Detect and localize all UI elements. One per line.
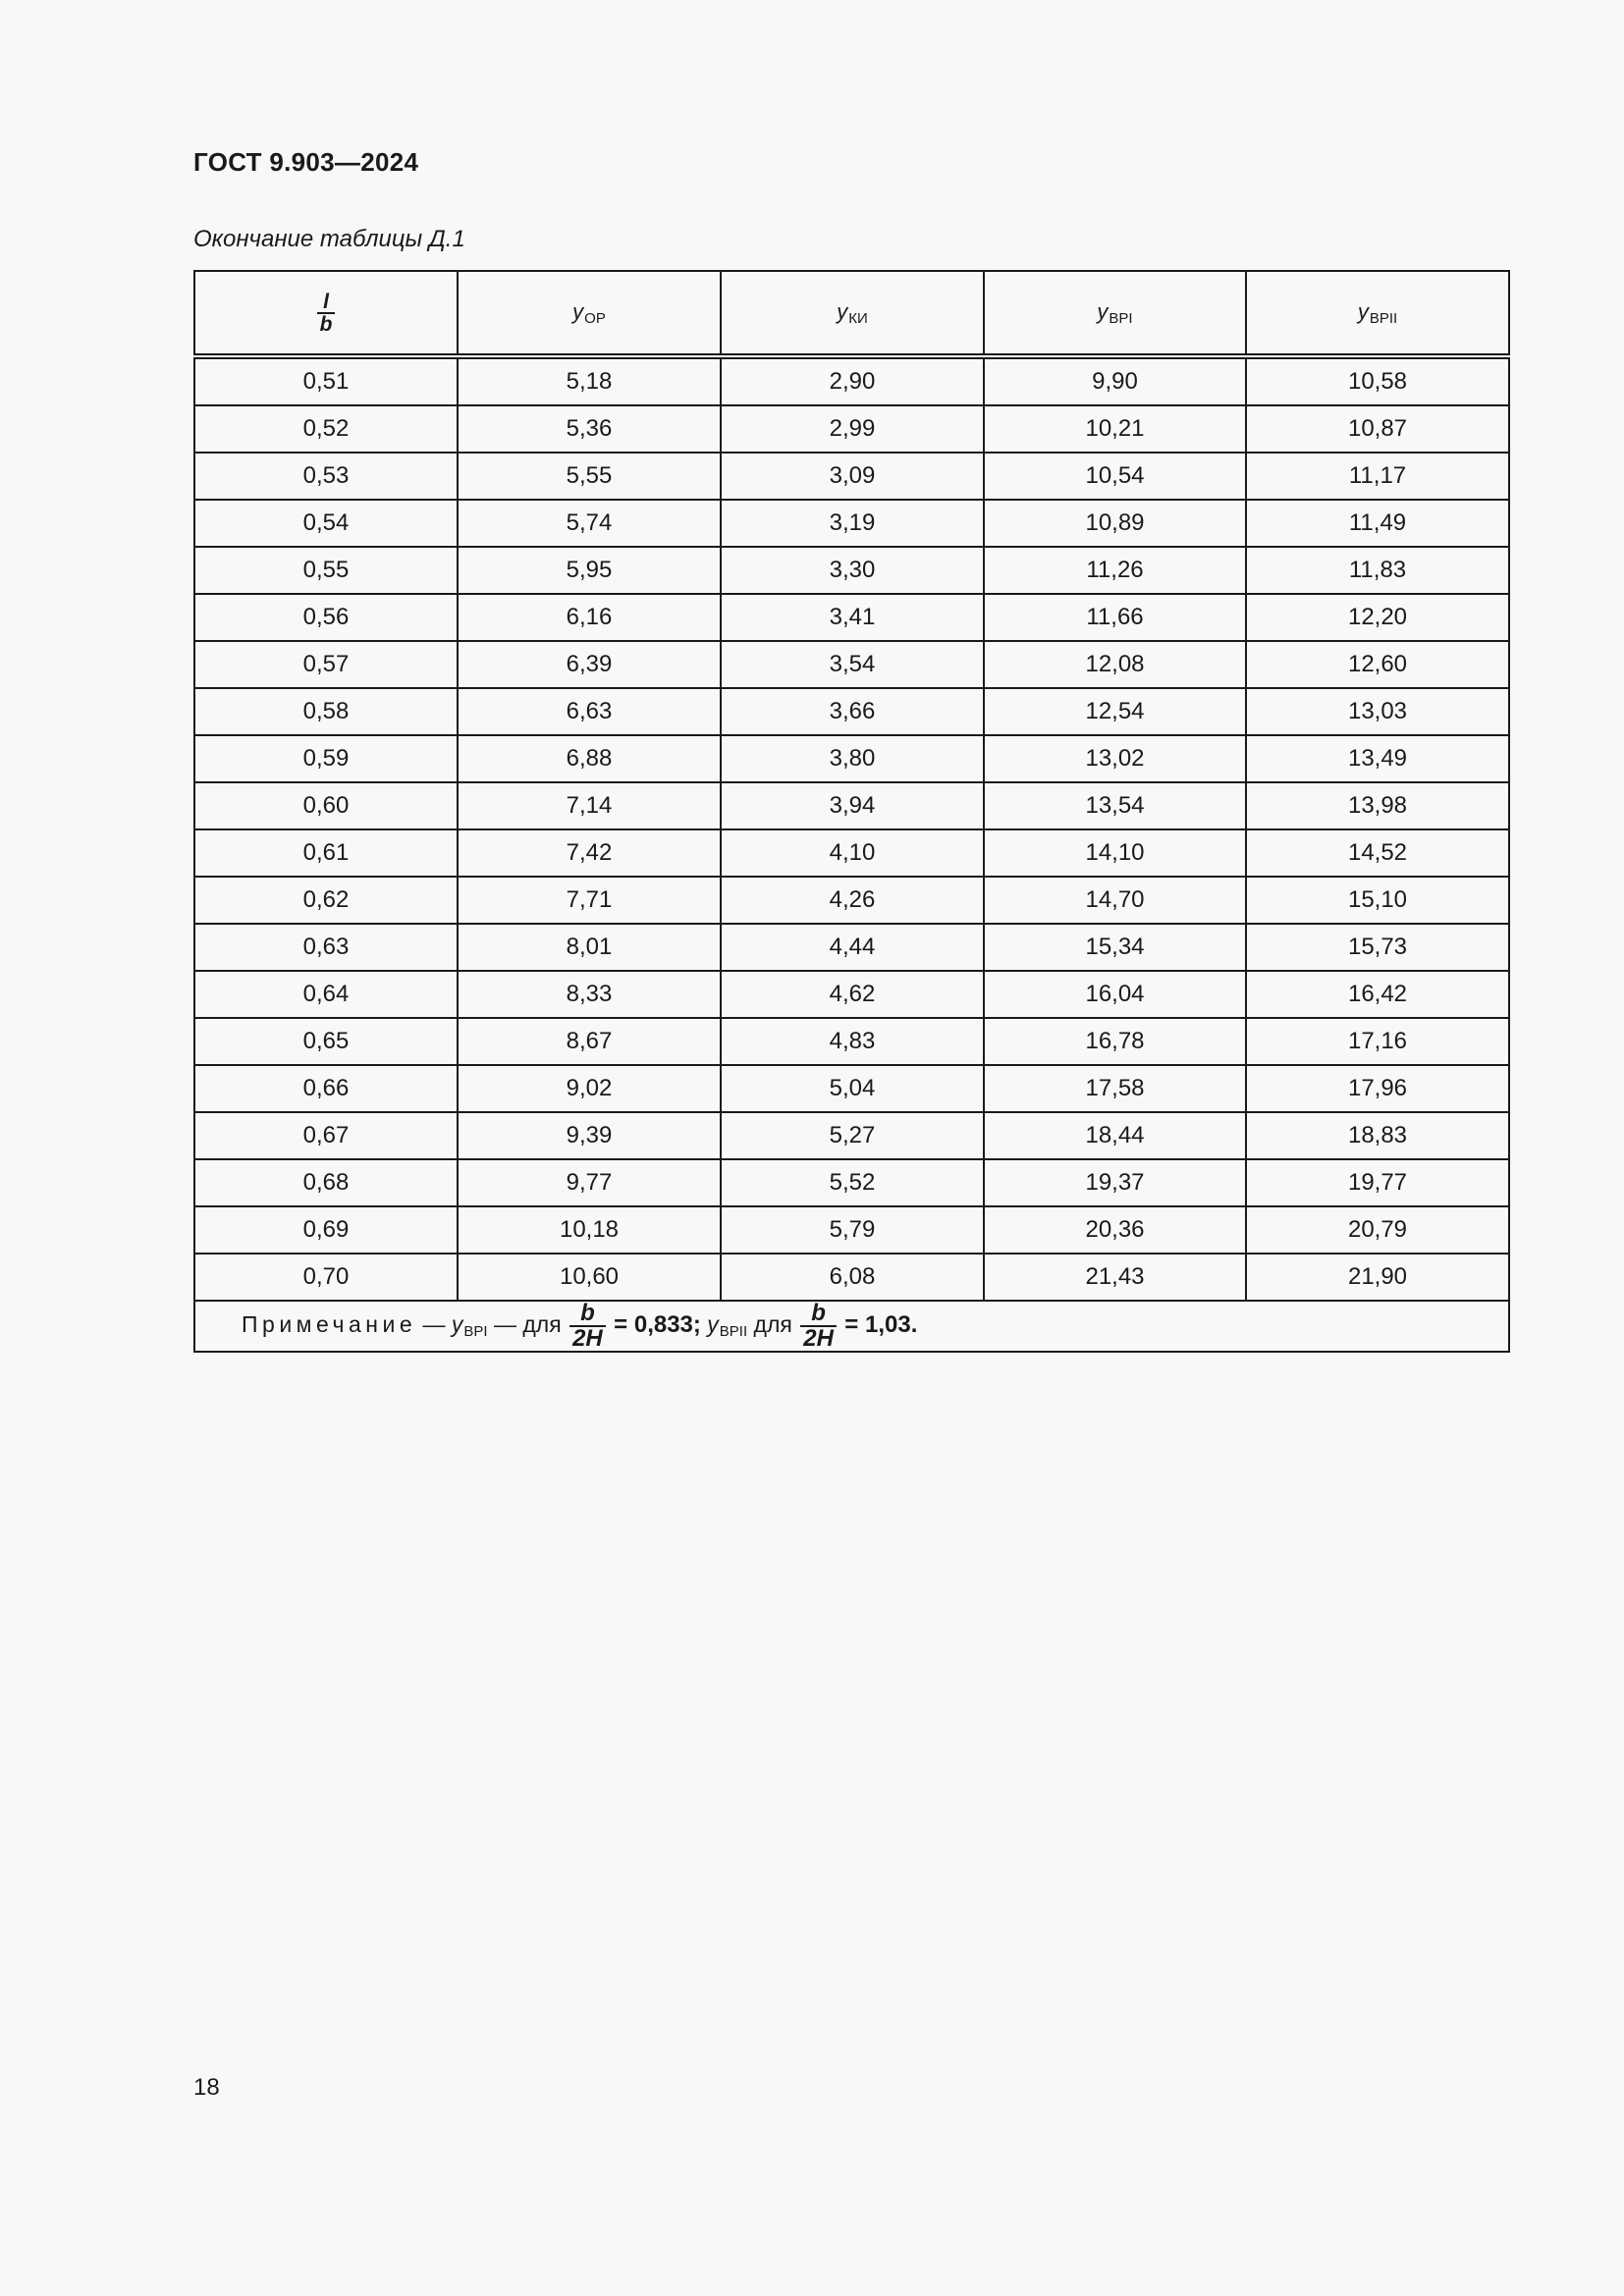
fraction-denominator: b — [317, 312, 336, 335]
cell-y-vr1: 11,66 — [984, 594, 1246, 641]
note-subscript: ВРI — [463, 1323, 488, 1341]
cell-y-op: 5,18 — [458, 356, 721, 405]
cell-y-ki: 3,54 — [721, 641, 984, 688]
cell-y-vr2: 21,90 — [1246, 1254, 1509, 1301]
table-note-row — [194, 1301, 1509, 1352]
cell-l-over-b: 0,60 — [194, 782, 458, 829]
cell-y-vr1: 21,43 — [984, 1254, 1246, 1301]
cell-y-ki: 4,44 — [721, 924, 984, 971]
cell-y-ki: 3,30 — [721, 547, 984, 594]
cell-y-vr1: 19,37 — [984, 1159, 1246, 1206]
table-row — [194, 1018, 1509, 1065]
cell-y-ki: 3,94 — [721, 782, 984, 829]
table-row — [194, 688, 1509, 735]
header-subscript: ВРI — [1109, 309, 1133, 327]
table-row — [194, 1206, 1509, 1254]
table-note — [194, 1301, 1509, 1352]
cell-y-ki: 5,79 — [721, 1206, 984, 1254]
header-l-over-b — [194, 271, 458, 356]
note-subscript: ВРII — [719, 1323, 748, 1341]
cell-y-vr2: 12,60 — [1246, 641, 1509, 688]
cell-y-vr1: 10,21 — [984, 405, 1246, 453]
fraction-numerator: l — [323, 290, 329, 313]
cell-y-vr2: 13,98 — [1246, 782, 1509, 829]
cell-y-vr2: 15,73 — [1246, 924, 1509, 971]
table-row — [194, 453, 1509, 500]
cell-l-over-b: 0,67 — [194, 1112, 458, 1159]
cell-y-op: 6,63 — [458, 688, 721, 735]
table-row — [194, 1112, 1509, 1159]
l-over-b-fraction — [317, 292, 336, 335]
data-table — [193, 270, 1510, 1353]
cell-y-op: 5,55 — [458, 453, 721, 500]
cell-l-over-b: 0,65 — [194, 1018, 458, 1065]
cell-y-ki: 6,08 — [721, 1254, 984, 1301]
cell-y-vr2: 13,49 — [1246, 735, 1509, 782]
cell-y-vr1: 14,10 — [984, 829, 1246, 877]
cell-y-vr2: 18,83 — [1246, 1112, 1509, 1159]
table-row — [194, 1159, 1509, 1206]
cell-y-op: 8,01 — [458, 924, 721, 971]
table-row — [194, 829, 1509, 877]
table-row — [194, 500, 1509, 547]
cell-y-op: 5,36 — [458, 405, 721, 453]
cell-y-op: 7,42 — [458, 829, 721, 877]
cell-y-op: 10,60 — [458, 1254, 721, 1301]
cell-y-ki: 5,04 — [721, 1065, 984, 1112]
cell-y-vr2: 11,17 — [1246, 453, 1509, 500]
header-subscript: ВРII — [1369, 309, 1398, 327]
cell-l-over-b: 0,56 — [194, 594, 458, 641]
cell-y-ki: 4,26 — [721, 877, 984, 924]
cell-y-vr1: 16,78 — [984, 1018, 1246, 1065]
cell-y-vr2: 12,20 — [1246, 594, 1509, 641]
cell-y-vr1: 17,58 — [984, 1065, 1246, 1112]
header-y-ki — [721, 271, 984, 356]
cell-y-vr2: 19,77 — [1246, 1159, 1509, 1206]
cell-y-vr2: 14,52 — [1246, 829, 1509, 877]
cell-y-vr1: 20,36 — [984, 1206, 1246, 1254]
cell-y-ki: 2,90 — [721, 356, 984, 405]
header-row — [194, 271, 1509, 356]
note-value: = 0,833; — [614, 1311, 701, 1339]
table-row — [194, 971, 1509, 1018]
cell-y-op: 8,33 — [458, 971, 721, 1018]
header-y-op — [458, 271, 721, 356]
cell-y-vr1: 10,89 — [984, 500, 1246, 547]
header-variable: y — [1357, 298, 1369, 324]
cell-l-over-b: 0,64 — [194, 971, 458, 1018]
table-body — [194, 356, 1509, 1352]
table-caption: Окончание таблицы Д.1 — [193, 226, 465, 252]
cell-y-vr1: 9,90 — [984, 356, 1246, 405]
header-variable: y — [1097, 298, 1109, 324]
cell-y-ki: 4,10 — [721, 829, 984, 877]
cell-l-over-b: 0,61 — [194, 829, 458, 877]
cell-y-op: 8,67 — [458, 1018, 721, 1065]
note-label: Примечание — [242, 1311, 417, 1338]
table-row — [194, 594, 1509, 641]
note-dash: — — [416, 1311, 452, 1338]
cell-l-over-b: 0,63 — [194, 924, 458, 971]
cell-y-vr1: 16,04 — [984, 971, 1246, 1018]
cell-l-over-b: 0,68 — [194, 1159, 458, 1206]
cell-y-ki: 5,52 — [721, 1159, 984, 1206]
header-subscript: КИ — [848, 309, 868, 327]
table-row — [194, 877, 1509, 924]
note-value: = 1,03. — [844, 1311, 918, 1339]
note-variable: y — [707, 1311, 719, 1338]
cell-y-vr1: 13,54 — [984, 782, 1246, 829]
b-over-2h-fraction — [800, 1302, 837, 1351]
cell-y-op: 7,71 — [458, 877, 721, 924]
cell-y-op: 10,18 — [458, 1206, 721, 1254]
cell-l-over-b: 0,58 — [194, 688, 458, 735]
header-y-vr2 — [1246, 271, 1509, 356]
fraction-denominator: 2H — [800, 1325, 837, 1351]
fraction-denominator: 2H — [569, 1325, 606, 1351]
header-subscript: ОР — [584, 309, 606, 327]
note-text: — для — [487, 1311, 568, 1338]
table-row — [194, 547, 1509, 594]
cell-y-ki: 5,27 — [721, 1112, 984, 1159]
cell-y-op: 5,95 — [458, 547, 721, 594]
cell-l-over-b: 0,59 — [194, 735, 458, 782]
cell-y-vr1: 12,08 — [984, 641, 1246, 688]
cell-y-vr2: 17,16 — [1246, 1018, 1509, 1065]
header-y-vr1 — [984, 271, 1246, 356]
page-number: 18 — [193, 2074, 220, 2101]
cell-y-vr2: 20,79 — [1246, 1206, 1509, 1254]
table-row — [194, 405, 1509, 453]
cell-y-vr2: 13,03 — [1246, 688, 1509, 735]
cell-y-op: 6,39 — [458, 641, 721, 688]
header-variable: y — [837, 298, 848, 324]
cell-y-vr2: 16,42 — [1246, 971, 1509, 1018]
table-row — [194, 924, 1509, 971]
b-over-2h-fraction — [569, 1302, 606, 1351]
cell-l-over-b: 0,55 — [194, 547, 458, 594]
cell-y-vr1: 11,26 — [984, 547, 1246, 594]
cell-y-op: 9,39 — [458, 1112, 721, 1159]
cell-l-over-b: 0,69 — [194, 1206, 458, 1254]
cell-y-op: 6,16 — [458, 594, 721, 641]
document-header: ГОСТ 9.903—2024 — [193, 147, 419, 177]
cell-y-vr1: 15,34 — [984, 924, 1246, 971]
cell-l-over-b: 0,53 — [194, 453, 458, 500]
cell-y-ki: 3,41 — [721, 594, 984, 641]
cell-y-vr1: 12,54 — [984, 688, 1246, 735]
table-row — [194, 356, 1509, 405]
cell-y-ki: 4,62 — [721, 971, 984, 1018]
cell-l-over-b: 0,57 — [194, 641, 458, 688]
cell-l-over-b: 0,51 — [194, 356, 458, 405]
cell-y-ki: 3,80 — [721, 735, 984, 782]
cell-y-ki: 3,09 — [721, 453, 984, 500]
cell-y-ki: 4,83 — [721, 1018, 984, 1065]
header-variable: y — [572, 298, 584, 324]
cell-y-vr1: 18,44 — [984, 1112, 1246, 1159]
cell-l-over-b: 0,52 — [194, 405, 458, 453]
cell-y-vr2: 11,49 — [1246, 500, 1509, 547]
table-row — [194, 641, 1509, 688]
note-text: для — [747, 1311, 799, 1338]
cell-y-ki: 3,66 — [721, 688, 984, 735]
fraction-numerator: b — [580, 1300, 595, 1326]
cell-y-ki: 2,99 — [721, 405, 984, 453]
cell-l-over-b: 0,54 — [194, 500, 458, 547]
cell-y-vr1: 14,70 — [984, 877, 1246, 924]
note-variable: y — [451, 1311, 463, 1338]
cell-y-vr1: 13,02 — [984, 735, 1246, 782]
cell-y-op: 9,77 — [458, 1159, 721, 1206]
cell-y-vr2: 15,10 — [1246, 877, 1509, 924]
cell-y-op: 9,02 — [458, 1065, 721, 1112]
table-row — [194, 1254, 1509, 1301]
cell-l-over-b: 0,70 — [194, 1254, 458, 1301]
cell-y-op: 6,88 — [458, 735, 721, 782]
table-row — [194, 735, 1509, 782]
cell-l-over-b: 0,66 — [194, 1065, 458, 1112]
cell-y-vr2: 17,96 — [1246, 1065, 1509, 1112]
table-row — [194, 1065, 1509, 1112]
cell-y-vr2: 11,83 — [1246, 547, 1509, 594]
table-header — [194, 271, 1509, 356]
cell-y-vr2: 10,58 — [1246, 356, 1509, 405]
cell-y-ki: 3,19 — [721, 500, 984, 547]
table-row — [194, 782, 1509, 829]
cell-y-op: 7,14 — [458, 782, 721, 829]
fraction-numerator: b — [811, 1300, 826, 1326]
cell-l-over-b: 0,62 — [194, 877, 458, 924]
cell-y-vr2: 10,87 — [1246, 405, 1509, 453]
cell-y-vr1: 10,54 — [984, 453, 1246, 500]
cell-y-op: 5,74 — [458, 500, 721, 547]
